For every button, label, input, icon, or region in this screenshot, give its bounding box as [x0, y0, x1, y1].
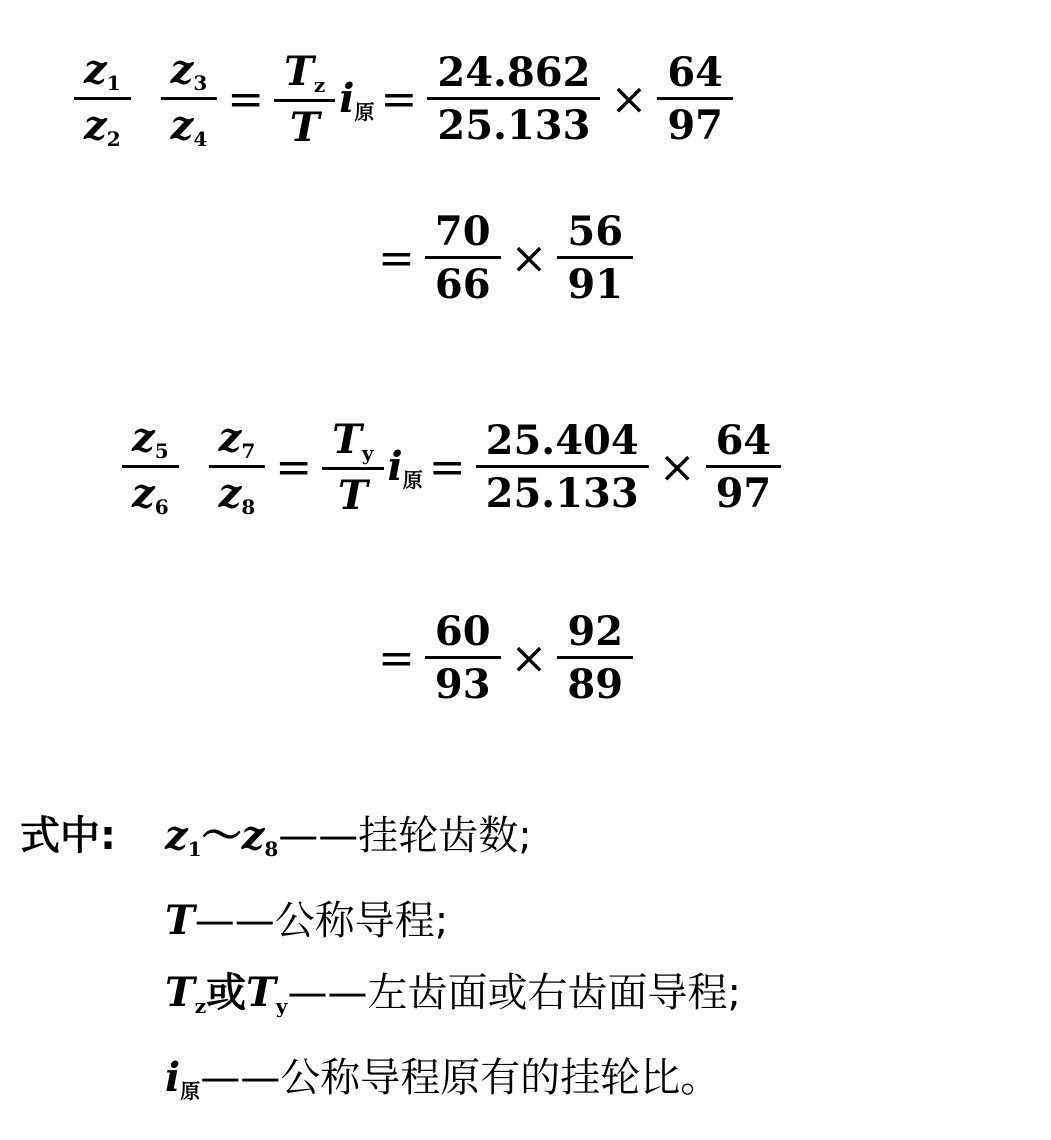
numerator-value: 64: [667, 49, 723, 96]
denominator: [122, 468, 179, 517]
numerator-value: 56: [567, 208, 624, 255]
denominator-value: [290, 104, 320, 151]
ratio-symbol-base: i: [387, 442, 403, 490]
fraction: [322, 415, 383, 519]
times-sign: ×: [610, 74, 648, 125]
legend-symbol-part: ～: [201, 813, 242, 859]
numerator-value: [171, 46, 208, 93]
numerator-value-subscript: z: [313, 72, 326, 97]
equals-sign: =: [275, 442, 313, 493]
denominator: [657, 100, 733, 149]
fraction: [274, 47, 335, 151]
numerator-value-base: z: [132, 414, 155, 461]
numerator-value: 70: [434, 208, 491, 255]
denominator-value: 91: [567, 261, 624, 308]
denominator-value-base: T: [337, 471, 368, 519]
equals-sign: =: [428, 442, 466, 493]
denominator-value: 25.133: [437, 102, 591, 149]
denominator: [74, 100, 131, 149]
denominator-value-subscript: 6: [154, 495, 169, 519]
numerator-value: [219, 414, 256, 461]
numerator-value-base: z: [170, 46, 194, 93]
numerator-value: [332, 416, 373, 463]
numerator-value-subscript: 1: [106, 71, 121, 95]
legend-label: 式中:: [20, 813, 116, 859]
fraction: [427, 49, 600, 149]
denominator-value: [132, 470, 169, 517]
legend-symbol-part-base: z: [241, 812, 265, 859]
numerator: [274, 47, 335, 102]
numerator: [557, 208, 633, 259]
numerator-value-base: z: [218, 414, 242, 461]
fraction: [706, 417, 782, 517]
numerator: [122, 414, 179, 468]
legend-symbol-part: [165, 1054, 200, 1101]
legend-item: [20, 957, 741, 1042]
times-sign: ×: [510, 633, 548, 684]
denominator-value-base: T: [289, 103, 320, 151]
fraction: [657, 49, 733, 149]
ratio-symbol-subscript: 原: [354, 99, 375, 124]
denominator-value: 66: [434, 261, 491, 308]
legend-description: ——公称导程原有的挂轮比。: [200, 1055, 721, 1101]
fraction: [425, 608, 501, 708]
denominator: [427, 100, 600, 149]
numerator-value-subscript: y: [361, 440, 374, 465]
denominator-value-subscript: 2: [106, 127, 121, 151]
numerator-value-base: T: [332, 415, 362, 463]
legend-symbol-part: [246, 969, 287, 1016]
ratio-symbol: [388, 443, 423, 493]
ratio-symbol: [339, 75, 374, 125]
numerator-value: [284, 48, 325, 95]
legend-symbol-part: [165, 812, 202, 859]
legend-description: ——挂轮齿数;: [278, 813, 532, 859]
legend-symbol-part-base: T: [165, 969, 195, 1016]
denominator-value-subscript: 8: [241, 495, 256, 519]
numerator: [657, 49, 733, 100]
legend-symbol-part-subscript: 1: [187, 837, 202, 861]
denominator-value-base: z: [84, 102, 107, 149]
legend-symbol-part-subscript: y: [275, 994, 288, 1018]
denominator-value-base: z: [218, 470, 242, 517]
denominator-value: 97: [715, 470, 772, 517]
numerator-value: [132, 414, 169, 461]
equals-sign: =: [380, 74, 418, 125]
equation-3: [118, 414, 785, 519]
legend-symbol-part-subscript: 8: [264, 837, 279, 861]
legend-item: [20, 885, 741, 957]
legend-item: [20, 1042, 741, 1127]
numerator: [425, 608, 501, 659]
numerator-value: 92: [567, 608, 624, 655]
times-sign: ×: [658, 442, 696, 493]
denominator-value: 89: [567, 661, 624, 708]
denominator-value-base: z: [132, 470, 155, 517]
fraction: [425, 208, 501, 308]
numerator-value: 25.404: [485, 417, 639, 464]
denominator: [557, 259, 633, 308]
numerator: [322, 415, 383, 470]
denominator: [557, 659, 633, 708]
numerator-value-subscript: 7: [241, 439, 256, 463]
equals-sign: =: [378, 233, 415, 284]
numerator-value-base: T: [284, 47, 314, 95]
denominator-value-subscript: 4: [193, 127, 208, 151]
fraction: [476, 417, 649, 517]
denominator-value: 97: [667, 102, 723, 149]
legend-symbol-part-base: T: [165, 897, 195, 944]
legend-symbol: [165, 812, 278, 859]
numerator-value: 64: [715, 417, 772, 464]
symbol-legend: [20, 800, 741, 1127]
denominator: [706, 468, 782, 517]
numerator: [425, 208, 501, 259]
legend-description: ——左齿面或右齿面导程;: [287, 970, 741, 1016]
numerator-value: [84, 46, 121, 93]
denominator-value: [219, 470, 256, 517]
legend-symbol-part-subscript: z: [194, 994, 207, 1018]
denominator: [161, 100, 218, 149]
denominator-value: 25.133: [485, 470, 639, 517]
fraction: [557, 608, 633, 708]
denominator-value-base: z: [170, 102, 194, 149]
denominator: [476, 468, 649, 517]
numerator: [706, 417, 782, 468]
numerator: [476, 417, 649, 468]
denominator: [425, 659, 501, 708]
legend-symbol-part-subscript: 原: [180, 1079, 201, 1103]
denominator: [425, 259, 501, 308]
legend-symbol: [165, 969, 288, 1016]
fraction: [122, 414, 179, 519]
legend-description: ——公称导程;: [194, 898, 449, 944]
times-sign: ×: [510, 233, 548, 284]
fraction: [209, 414, 266, 519]
denominator-value: [171, 102, 208, 149]
denominator-value: 93: [434, 661, 491, 708]
numerator-value-subscript: 3: [193, 71, 208, 95]
legend-symbol-part: [165, 897, 195, 944]
legend-symbol-part: [165, 969, 206, 1016]
equation-1: [70, 46, 737, 151]
denominator: [328, 470, 378, 519]
denominator-value: [338, 472, 368, 519]
fraction: [161, 46, 218, 151]
equation-4: [372, 608, 637, 708]
numerator-value: 60: [434, 608, 491, 655]
legend-symbol-part-base: T: [246, 969, 276, 1016]
numerator: [161, 46, 218, 100]
legend-symbol: [165, 1054, 200, 1101]
numerator: [557, 608, 633, 659]
fraction: [74, 46, 131, 151]
legend-symbol-part-base: i: [165, 1054, 181, 1101]
numerator-value-base: z: [84, 46, 107, 93]
fraction: [557, 208, 633, 308]
legend-symbol-part: [242, 812, 279, 859]
numerator: [209, 414, 266, 468]
denominator-value: [84, 102, 121, 149]
numerator-value: 24.862: [437, 49, 591, 96]
legend-symbol-part-base: z: [165, 812, 188, 859]
numerator: [427, 49, 600, 100]
ratio-symbol-base: i: [339, 74, 355, 122]
legend-symbol-part: 或: [206, 970, 247, 1016]
equals-sign: =: [378, 633, 415, 684]
denominator: [280, 102, 330, 151]
legend-item: [20, 800, 741, 885]
ratio-symbol-subscript: 原: [402, 467, 423, 492]
equation-2: [372, 208, 637, 308]
legend-symbol: [165, 897, 195, 944]
equals-sign: =: [227, 74, 265, 125]
numerator: [74, 46, 131, 100]
denominator: [209, 468, 266, 517]
numerator-value-subscript: 5: [154, 439, 169, 463]
